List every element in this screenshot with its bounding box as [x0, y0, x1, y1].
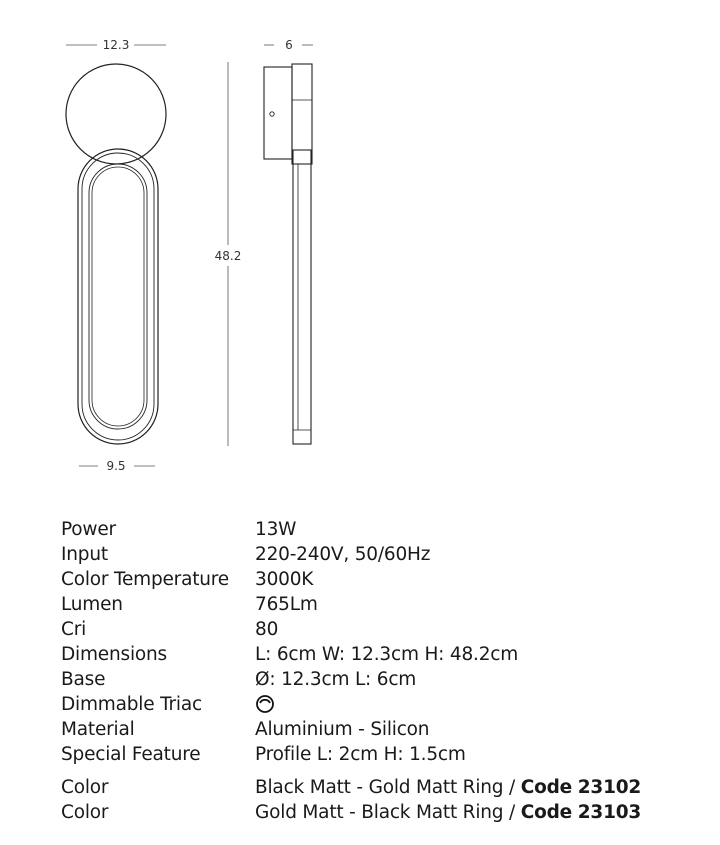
dimmable-icon	[255, 694, 275, 714]
color-label: Color	[61, 802, 109, 823]
spec-label: Lumen	[61, 594, 123, 615]
outer-ring	[78, 149, 158, 444]
spec-label: Special Feature	[61, 744, 201, 765]
bottom-width-dimension	[79, 459, 155, 473]
product-code: 23102	[577, 777, 642, 798]
front-width-label: 12.3	[102, 38, 130, 52]
spec-value: 765Lm	[255, 594, 318, 615]
spec-value: 220-240V, 50/60Hz	[255, 544, 431, 565]
product-code: 23103	[577, 802, 642, 823]
spec-value: Ø: 12.3cm L: 6cm	[255, 669, 417, 690]
bottom-width-label: 9.5	[106, 459, 126, 473]
color-value: Gold Matt - Black Matt Ring	[255, 802, 504, 823]
spec-label: Base	[61, 669, 106, 690]
spec-label: Cri	[61, 619, 87, 640]
height-dimension	[215, 62, 242, 446]
spec-value: 3000K	[255, 569, 314, 590]
spec-row-dimensions	[61, 642, 701, 667]
code-label: / Code	[509, 802, 573, 823]
spec-value: Aluminium - Silicon	[255, 719, 430, 740]
spec-label: Dimmable Triac	[61, 694, 202, 715]
spec-label: Input	[61, 544, 108, 565]
side-depth-dimension	[264, 38, 313, 52]
spec-label: Power	[61, 519, 116, 540]
disc-profile	[292, 64, 312, 164]
spec-row-lumen	[61, 592, 701, 617]
height-label: 48.2	[214, 249, 242, 263]
spec-value: Profile L: 2cm H: 1.5cm	[255, 744, 466, 765]
spec-row-dimmable	[61, 692, 701, 717]
spec-value: 80	[255, 619, 279, 640]
color-label: Color	[61, 777, 109, 798]
spec-row-input	[61, 542, 701, 567]
wall-mount	[264, 67, 292, 159]
code-label: / Code	[509, 777, 573, 798]
spec-row-cri	[61, 617, 701, 642]
spec-label: Dimensions	[61, 644, 167, 665]
spec-row-power	[61, 517, 701, 542]
color-row-23102	[61, 775, 701, 800]
spec-label: Color Temperature	[61, 569, 229, 590]
front-view	[66, 64, 166, 444]
color-value: Black Matt - Gold Matt Ring	[255, 777, 504, 798]
side-depth-label: 6	[285, 38, 293, 52]
spec-row-base	[61, 667, 701, 692]
color-row-23103	[61, 800, 701, 825]
spec-value: L: 6cm W: 12.3cm H: 48.2cm	[255, 644, 519, 665]
inner-ring	[89, 164, 147, 429]
spec-value: 13W	[255, 519, 297, 540]
side-view	[264, 64, 312, 444]
spec-row-color-temperature	[61, 567, 701, 592]
ring-profile	[293, 150, 311, 444]
spec-row-special-feature	[61, 742, 701, 767]
spec-row-material	[61, 717, 701, 742]
front-width-dimension	[66, 38, 166, 52]
spec-table	[61, 517, 701, 825]
spec-label: Material	[61, 719, 135, 740]
